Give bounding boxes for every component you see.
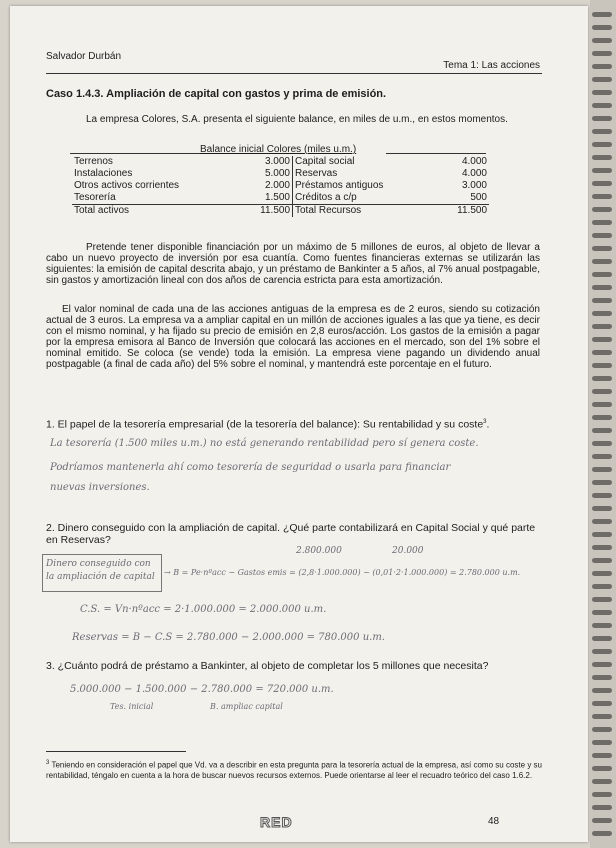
total-assets-value: 11.500 — [246, 205, 293, 218]
case-title: Caso 1.4.3. Ampliación de capital con gastos y prima de emisión. — [46, 88, 387, 100]
binding-ring — [592, 103, 612, 108]
binding-ring — [592, 129, 612, 134]
header-chapter: Tema 1: Las acciones — [443, 60, 540, 71]
page-number: 48 — [488, 816, 500, 827]
total-resources-label: Total Recursos — [293, 205, 446, 218]
binding-ring — [592, 90, 612, 95]
binding-ring — [592, 571, 612, 576]
binding-ring — [592, 727, 612, 732]
binding-ring — [592, 610, 612, 615]
asset-value: 3.000 — [246, 156, 293, 168]
handwritten-q2-formula: → B = Pe·nºacc − Gastos emis = (2,8·1.000.000) − (0,01·2·1.000.000) = 2.780.000 u.m. — [164, 568, 521, 577]
binding-ring — [592, 805, 612, 810]
asset-value: 5.000 — [246, 168, 293, 180]
header-author: Salvador Durbán — [46, 51, 122, 62]
binding-ring — [592, 597, 612, 602]
binding-ring — [592, 168, 612, 173]
balance-rule-right — [386, 153, 486, 154]
footnote-text: Teniendo en consideración el papel que Vd. va a describir en esta pregunta para la tesorería actual de la empresa, así como su coste y su rentabilidad, téngalo en cuenta a la hora de buscar nuevos recursos externos. Puede orientarse al leer el recuadro teórico del caso 1.6.2. — [46, 760, 543, 780]
table-row — [72, 180, 489, 192]
binding-ring — [592, 142, 612, 147]
binding-ring — [592, 831, 612, 836]
asset-value: 1.500 — [246, 192, 293, 205]
binding-ring — [592, 51, 612, 56]
binding-ring — [592, 584, 612, 589]
binding-ring — [592, 259, 612, 264]
liability-value: 4.000 — [461, 168, 487, 179]
binding-ring — [592, 311, 612, 316]
liability-value: 3.000 — [461, 180, 487, 191]
balance-table — [72, 156, 489, 217]
binding-ring — [592, 207, 612, 212]
binding-ring — [592, 454, 612, 459]
binding-ring — [592, 480, 612, 485]
handwritten-q1-line1: La tesorería (1.500 miles u.m.) no está generando rentabilidad pero sí genera coste. — [50, 438, 479, 449]
question-1: 1. El papel de la tesorería empresarial (de la tesorería del balance): Su rentabilidad y su coste$^3$. — [46, 418, 490, 431]
asset-value: 2.000 — [246, 180, 293, 192]
binding-ring — [592, 415, 612, 420]
handwritten-q2-note-b: 20.000 — [392, 546, 424, 556]
binding-ring — [592, 558, 612, 563]
binding-ring — [592, 818, 612, 823]
handwritten-q3-label-a: Tes. inicial — [110, 702, 154, 711]
binding-ring — [592, 12, 612, 17]
handwritten-q3-label-b: B. ampliac capital — [210, 702, 283, 711]
table-row — [72, 192, 489, 205]
binding-ring — [592, 77, 612, 82]
binding-ring — [592, 116, 612, 121]
binding-ring — [592, 324, 612, 329]
asset-name: Tesorería — [74, 192, 116, 203]
binding-ring — [592, 220, 612, 225]
binding-ring — [592, 662, 612, 667]
binding-ring — [592, 298, 612, 303]
handwritten-q2-box: Dinero conseguido con la ampliación de capital — [46, 559, 155, 582]
binding-ring — [592, 389, 612, 394]
handwritten-q3-calc: 5.000.000 − 1.500.000 − 2.780.000 = 720.000 u.m. — [70, 684, 334, 695]
header-rule — [46, 73, 542, 74]
handwritten-q1-line3: nuevas inversiones. — [50, 482, 150, 493]
binding-ring — [592, 532, 612, 537]
binding-ring — [592, 350, 612, 355]
handwritten-q2-note-a: 2.800.000 — [296, 546, 342, 556]
binding-ring — [592, 688, 612, 693]
financing-paragraph: Pretende tener disponible financiación por un máximo de 5 millones de euros, al objeto de llevar a cabo un nuevo proyecto de inversión por esa cuantía. Como fuentes financieras externas se utilizarán las siguientes: la emisión de capital descrita abajo, y un préstamo de Bankinter a 5 años, al 7% anual postpagable, sin gastos y amortización lineal con dos años de carencia estricta para esta amortización. — [46, 242, 540, 286]
total-assets-label: Total activos — [72, 205, 246, 218]
binding-ring — [592, 155, 612, 160]
binding-ring — [592, 766, 612, 771]
binding-ring — [592, 194, 612, 199]
binding-ring — [592, 649, 612, 654]
liability-value: 500 — [470, 192, 487, 203]
binding-ring — [592, 779, 612, 784]
table-row — [72, 168, 489, 180]
binding-ring — [592, 740, 612, 745]
binding-ring — [592, 38, 612, 43]
binding-ring — [592, 363, 612, 368]
binding-ring — [592, 545, 612, 550]
spiral-binding — [590, 0, 616, 848]
liability-name: Préstamos antiguos — [295, 180, 384, 191]
binding-ring — [592, 506, 612, 511]
question-1-text: 1. El papel de la tesorería empresarial (de la tesorería del balance): Su rentabilidad y su coste — [46, 418, 484, 431]
binding-ring — [592, 519, 612, 524]
balance-title: Balance inicial Colores (miles u.m.) — [200, 144, 357, 155]
binding-ring — [592, 701, 612, 706]
balance-rule-left — [70, 153, 200, 154]
binding-ring — [592, 376, 612, 381]
binding-ring — [592, 337, 612, 342]
handwritten-q1-line2: Podríamos mantenerla ahí como tesorería de seguridad o usarla para financiar — [50, 462, 451, 473]
binding-ring — [592, 792, 612, 797]
binding-ring — [592, 493, 612, 498]
table-total-row — [72, 205, 489, 218]
binding-ring — [592, 25, 612, 30]
binding-ring — [592, 181, 612, 186]
total-resources-value: 11.500 — [445, 205, 489, 218]
binding-ring — [592, 623, 612, 628]
liability-name: Capital social — [295, 156, 355, 167]
binding-ring — [592, 272, 612, 277]
binding-ring — [592, 246, 612, 251]
liability-name: Reservas — [295, 168, 338, 179]
question-2: 2. Dinero conseguido con la ampliación de capital. ¿Qué parte contabilizará en Capital Social y qué parte en Reservas? — [46, 522, 536, 546]
binding-ring — [592, 714, 612, 719]
binding-ring — [592, 285, 612, 290]
footnote-ref: 3 — [483, 419, 487, 425]
footnote-number: 3 — [46, 760, 50, 766]
intro-paragraph: La empresa Colores, S.A. presenta el siguiente balance, en miles de u.m., en estos momentos. — [86, 114, 508, 125]
document-page — [10, 6, 588, 842]
liability-value: 4.000 — [461, 156, 487, 167]
liability-name: Créditos a c/p — [295, 192, 357, 203]
question-3: 3. ¿Cuánto podrá de préstamo a Bankinter, al objeto de completar los 5 millones que necesita? — [46, 660, 489, 672]
asset-name: Otros activos corrientes — [74, 180, 180, 191]
handwritten-q2-capital: C.S. = Vn·nºacc = 2·1.000.000 = 2.000.000 u.m. — [80, 604, 327, 615]
asset-name: Terrenos — [74, 156, 113, 167]
shares-paragraph: El valor nominal de cada una de las acciones antiguas de la empresa es de 2 euros, siendo su cotización actual de 3 euros. La empresa va a ampliar capital en un millón de acciones iguales a las que ya tiene, es decir con el mismo nominal, y ha fijado su precio de emisión en 2,8 euros/acción. Los gastos de la emisión a pagar por la empresa emisora al Banco de Inversión que colocará las acciones en el mercado, son del 1% sobre el nominal emitido. Se coloca (se vende) toda la emisión. La empresa viene pagando un dividendo anual postpagable (a final de cada año) del 5% sobre el nominal, y mantendrá este porcentaje en el futuro. — [46, 304, 540, 370]
binding-ring — [592, 441, 612, 446]
binding-ring — [592, 402, 612, 407]
asset-name: Instalaciones — [74, 168, 133, 179]
table-row — [72, 156, 489, 168]
binding-ring — [592, 636, 612, 641]
footnote — [46, 758, 542, 781]
binding-ring — [592, 233, 612, 238]
handwritten-q2-reserves: Reservas = B − C.S = 2.780.000 − 2.000.000 = 780.000 u.m. — [72, 632, 385, 643]
footnote-rule — [46, 751, 186, 752]
binding-ring — [592, 753, 612, 758]
binding-ring — [592, 467, 612, 472]
publisher-logo: RED — [260, 814, 293, 830]
binding-ring — [592, 428, 612, 433]
binding-ring — [592, 64, 612, 69]
binding-ring — [592, 675, 612, 680]
